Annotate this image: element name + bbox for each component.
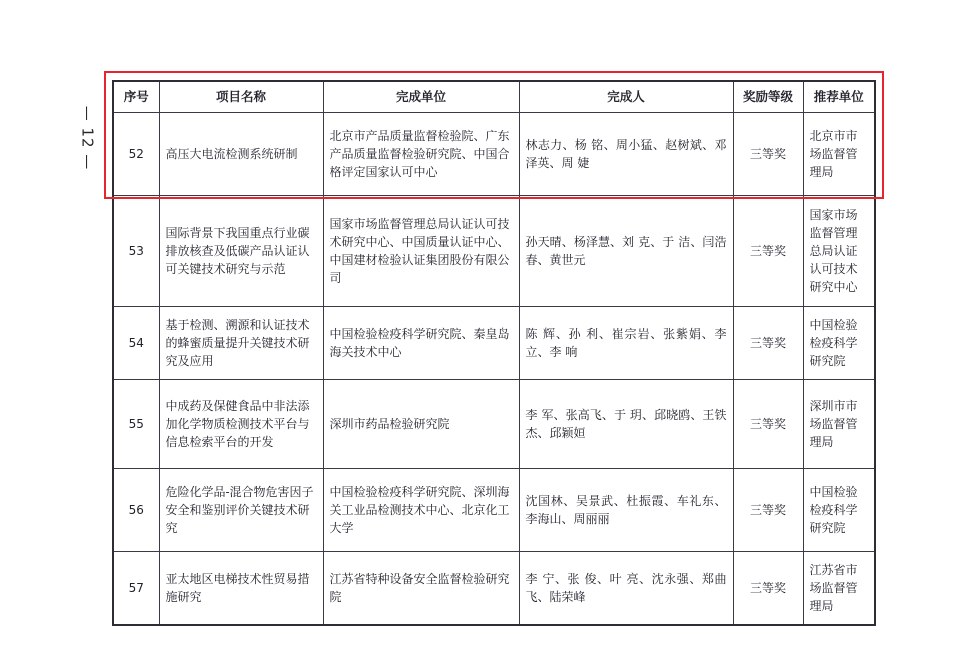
- cell-recommender: 北京市市场监督管理局: [803, 113, 875, 196]
- cell-grade: 三等奖: [733, 196, 803, 307]
- header-project: 项目名称: [159, 81, 323, 113]
- cell-recommender: 中国检验检疫科学研究院: [803, 469, 875, 552]
- table-row: [113, 196, 875, 307]
- cell-no: 52: [113, 113, 159, 196]
- awards-table: [112, 80, 876, 626]
- header-people: 完成人: [519, 81, 733, 113]
- cell-no: 54: [113, 307, 159, 380]
- table-row: [113, 307, 875, 380]
- cell-people: 林志力、杨 铭、周小猛、赵树斌、邓泽英、周 婕: [519, 113, 733, 196]
- table-row: [113, 380, 875, 469]
- cell-recommender: 中国检验检疫科学研究院: [803, 307, 875, 380]
- cell-project: 高压大电流检测系统研制: [159, 113, 323, 196]
- table-row: [113, 552, 875, 626]
- cell-project: 国际背景下我国重点行业碳排放核查及低碳产品认证认可关键技术研究与示范: [159, 196, 323, 307]
- cell-project: 中成药及保健食品中非法添加化学物质检测技术平台与信息检索平台的开发: [159, 380, 323, 469]
- cell-people: 李 宁、张 俊、叶 亮、沈永强、郑曲飞、陆荣峰: [519, 552, 733, 626]
- cell-unit: 深圳市药品检验研究院: [323, 380, 519, 469]
- cell-grade: 三等奖: [733, 113, 803, 196]
- cell-no: 53: [113, 196, 159, 307]
- cell-project: 亚太地区电梯技术性贸易措施研究: [159, 552, 323, 626]
- table-header-row: [113, 81, 875, 113]
- cell-grade: 三等奖: [733, 380, 803, 469]
- cell-unit: 中国检验检疫科学研究院、深圳海关工业品检测技术中心、北京化工大学: [323, 469, 519, 552]
- cell-recommender: 江苏省市场监督管理局: [803, 552, 875, 626]
- cell-no: 55: [113, 380, 159, 469]
- cell-people: 沈国林、吴景武、杜振霞、车礼东、李海山、周丽丽: [519, 469, 733, 552]
- cell-project: 危险化学品-混合物危害因子安全和鉴别评价关键技术研究: [159, 469, 323, 552]
- cell-grade: 三等奖: [733, 307, 803, 380]
- header-grade: 奖励等级: [733, 81, 803, 113]
- cell-recommender: 深圳市市场监督管理局: [803, 380, 875, 469]
- cell-unit: 江苏省特种设备安全监督检验研究院: [323, 552, 519, 626]
- cell-people: 李 军、张高飞、于 玥、邱晓鸥、王铁杰、邱颖姮: [519, 380, 733, 469]
- page-number-text: — 12 —: [78, 105, 96, 171]
- cell-recommender: 国家市场监督管理总局认证认可技术研究中心: [803, 196, 875, 307]
- cell-people: 陈 辉、孙 利、崔宗岩、张紫娟、李 立、李 响: [519, 307, 733, 380]
- header-unit: 完成单位: [323, 81, 519, 113]
- cell-people: 孙天晴、杨泽慧、刘 克、于 洁、闫浩春、黄世元: [519, 196, 733, 307]
- cell-unit: 国家市场监督管理总局认证认可技术研究中心、中国质量认证中心、中国建材检验认证集团股份有限公司: [323, 196, 519, 307]
- cell-grade: 三等奖: [733, 469, 803, 552]
- header-no: 序号: [113, 81, 159, 113]
- cell-project: 基于检测、溯源和认证技术的蜂蜜质量提升关键技术研究及应用: [159, 307, 323, 380]
- cell-unit: 北京市产品质量监督检验院、广东产品质量监督检验研究院、中国合格评定国家认可中心: [323, 113, 519, 196]
- page-number: [72, 98, 102, 178]
- cell-grade: 三等奖: [733, 552, 803, 626]
- table-row: [113, 113, 875, 196]
- table-row: [113, 469, 875, 552]
- cell-no: 57: [113, 552, 159, 626]
- header-recommender: 推荐单位: [803, 81, 875, 113]
- cell-unit: 中国检验检疫科学研究院、秦皇岛海关技术中心: [323, 307, 519, 380]
- cell-no: 56: [113, 469, 159, 552]
